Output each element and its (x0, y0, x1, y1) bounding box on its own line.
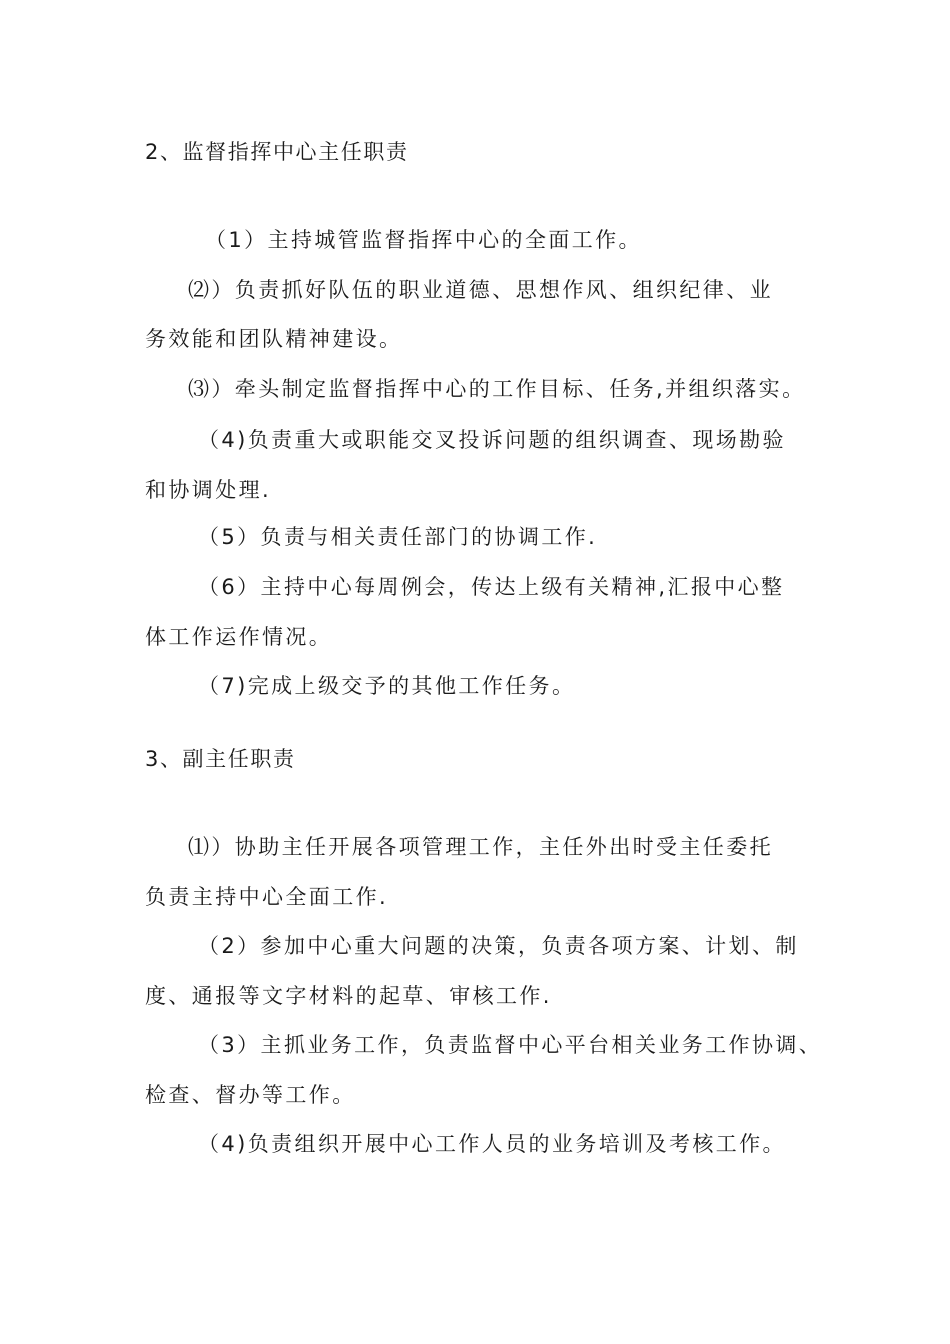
s3-item-3-line-1: （3）主抓业务工作，负责监督中心平台相关业务工作协调、 (198, 1033, 823, 1057)
s2-item-2-line-1: ⑵）负责抓好队伍的职业道德、思想作风、组织纪律、业 (188, 278, 773, 302)
s2-item-4-line-1: （4)负责重大或职能交叉投诉问题的组织调查、现场勘验 (198, 428, 786, 452)
s3-item-2-line-1: （2）参加中心重大问题的决策，负责各项方案、计划、制 (198, 934, 799, 958)
s3-item-1-line-1: ⑴）协助主任开展各项管理工作，主任外出时受主任委托 (188, 835, 773, 859)
s3-item-2-line-2: 度、通报等文字材料的起草、审核工作. (145, 984, 552, 1008)
section-2-heading: 2、监督指挥中心主任职责 (145, 140, 409, 164)
s2-item-5-line-1: （5）负责与相关责任部门的协调工作. (198, 525, 598, 549)
s2-item-6-line-1: （6）主持中心每周例会，传达上级有关精神,汇报中心整 (198, 575, 785, 599)
s3-item-4-line-1: （4)负责组织开展中心工作人员的业务培训及考核工作。 (198, 1132, 786, 1156)
s2-item-3-line-1: ⑶）牵头制定监督指挥中心的工作目标、任务,并组织落实。 (188, 377, 806, 401)
s2-item-7-line-1: （7)完成上级交予的其他工作任务。 (198, 674, 576, 698)
s3-item-1-line-2: 负责主持中心全面工作. (145, 885, 389, 909)
s2-item-4-line-2: 和协调处理. (145, 478, 272, 502)
s2-item-1-line-1: （1）主持城管监督指挥中心的全面工作。 (205, 228, 642, 252)
section-3-heading: 3、副主任职责 (145, 747, 296, 771)
s2-item-6-line-2: 体工作运作情况。 (145, 625, 333, 649)
s3-item-3-line-2: 检查、督办等工作。 (145, 1083, 356, 1107)
s2-item-2-line-2: 务效能和团队精神建设。 (145, 327, 403, 351)
